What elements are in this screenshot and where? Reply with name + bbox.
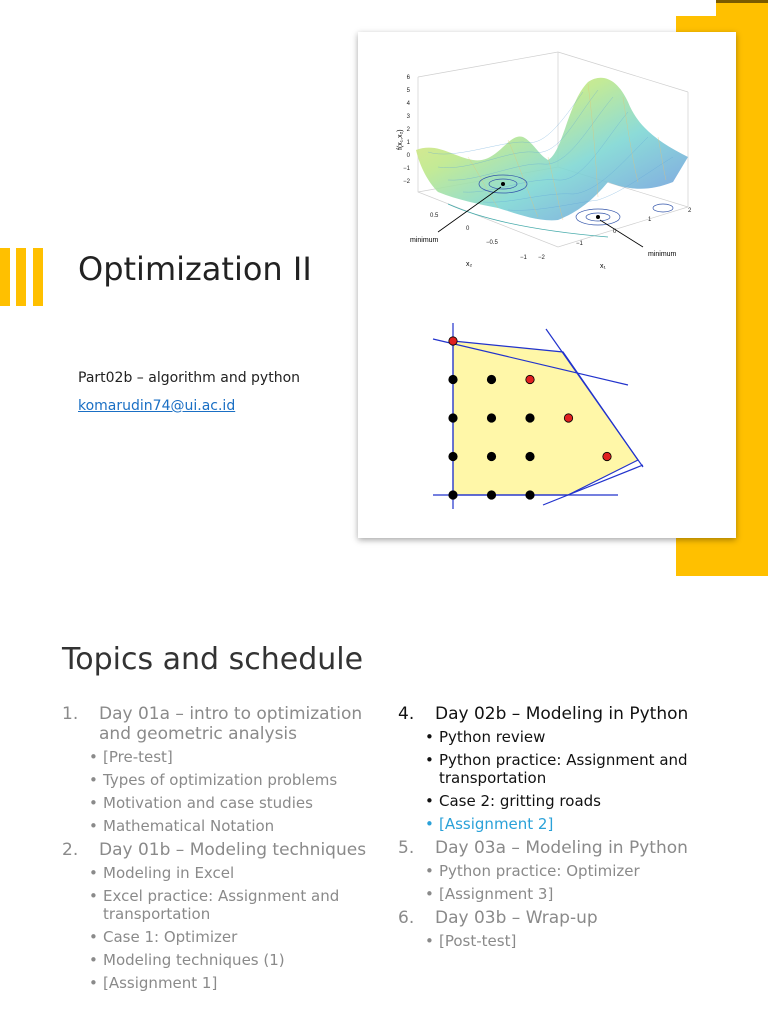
schedule-subitem: [89, 748, 382, 766]
minimum-label-left: minimum: [410, 237, 439, 244]
z-tick: 6: [406, 75, 410, 81]
item-number: 4.: [398, 704, 415, 724]
schedule-item: [398, 704, 748, 724]
topics-slide: [0, 600, 768, 1024]
schedule-subitem: [89, 771, 382, 789]
lattice-point: [487, 375, 495, 383]
x2-tick: −0.5: [486, 240, 498, 246]
schedule-item: [398, 838, 748, 858]
x2-tick: −1: [520, 255, 527, 261]
x1-tick: −2: [538, 255, 545, 261]
subitem-label: [Assignment 1]: [103, 974, 218, 992]
z-tick: 4: [406, 101, 410, 107]
x2-tick: 0.5: [430, 213, 439, 219]
slide-title: Optimization II: [78, 250, 312, 288]
lattice-point: [526, 491, 534, 499]
item-number: 1.: [62, 704, 79, 724]
accent-notch: [676, 0, 716, 16]
subitem-label: Types of optimization problems: [103, 771, 338, 789]
z-tick: −2: [403, 179, 410, 185]
schedule-column-left: [62, 704, 382, 997]
schedule-subitem: [425, 932, 748, 950]
schedule-subitem: [89, 817, 382, 835]
item-number: 5.: [398, 838, 415, 858]
schedule-subitem: [89, 951, 382, 969]
schedule-subitem: [425, 885, 748, 903]
z-tick: −1: [403, 166, 410, 172]
schedule-subitem: [425, 751, 748, 787]
x2-axis-label: x₂: [466, 261, 473, 268]
lattice-point: [487, 452, 495, 460]
z-tick: 0: [406, 153, 410, 159]
z-tick: 3: [406, 114, 410, 120]
subitem-label: [Post-test]: [439, 932, 517, 950]
item-number: 2.: [62, 840, 79, 860]
lattice-point-highlight: [449, 337, 457, 345]
schedule-subitem: [89, 864, 382, 882]
x1-axis-label: x₁: [600, 263, 606, 270]
feasible-region: [453, 341, 638, 495]
schedule-subitem: [425, 792, 748, 810]
subitem-label: Excel practice: Assignment and transportation: [103, 887, 340, 923]
subitem-label: Case 1: Optimizer: [103, 928, 238, 946]
subitem-label: Modeling techniques (1): [103, 951, 285, 969]
feasible-region-plot: [358, 317, 736, 537]
bullet-icon: •: [425, 728, 434, 746]
bullet-icon: •: [89, 794, 98, 812]
bullet-icon: •: [425, 885, 434, 903]
bullet-icon: •: [89, 974, 98, 992]
bullet-icon: •: [89, 928, 98, 946]
minimum-label-right: minimum: [648, 251, 677, 258]
lattice-point-highlight: [564, 414, 572, 422]
subtitle: Part02b – algorithm and python: [78, 370, 301, 386]
lattice-point-highlight: [603, 452, 611, 460]
x2-tick: 0: [466, 226, 470, 232]
item-label: Day 03b – Wrap-up: [435, 908, 598, 928]
slide-title: Topics and schedule: [62, 642, 364, 677]
subitem-label: Mathematical Notation: [103, 817, 275, 835]
lattice-point: [526, 452, 534, 460]
x1-tick: 2: [688, 208, 692, 214]
bullet-icon: •: [89, 817, 98, 835]
z-tick: 1: [406, 140, 410, 146]
bullet-icon: •: [89, 748, 98, 766]
subitem-label: Modeling in Excel: [103, 864, 235, 882]
figure-card: [358, 32, 736, 538]
schedule-item: [62, 840, 382, 860]
email-link[interactable]: komarudin74@ui.ac.id: [78, 398, 236, 414]
lattice-point: [487, 414, 495, 422]
bullet-icon: •: [89, 951, 98, 969]
schedule-column-right: [398, 704, 748, 955]
z-axis-label: f(x₁,x₂): [397, 129, 404, 150]
bullet-icon: •: [425, 815, 434, 833]
schedule-item: [398, 908, 748, 928]
lattice-point: [449, 452, 457, 460]
item-label: Day 01a – intro to optimization and geometric analysis: [99, 704, 363, 744]
schedule-subitem: [89, 928, 382, 946]
item-label: Day 03a – Modeling in Python: [435, 838, 688, 858]
lattice-point-highlight: [526, 375, 534, 383]
bullet-icon: •: [425, 792, 434, 810]
lattice-point: [487, 491, 495, 499]
lattice-point: [449, 491, 457, 499]
subitem-label: Case 2: gritting roads: [439, 792, 601, 810]
schedule-subitem: [425, 862, 748, 880]
bullet-icon: •: [89, 864, 98, 882]
x1-tick: 1: [648, 217, 652, 223]
schedule-subitem: [89, 794, 382, 812]
z-tick: 5: [406, 88, 410, 94]
bullet-icon: •: [89, 887, 98, 905]
subitem-label: [Assignment 2]: [439, 815, 554, 833]
lattice-point: [449, 414, 457, 422]
bullet-icon: •: [425, 751, 434, 769]
z-tick: 2: [406, 127, 410, 133]
item-label: Day 01b – Modeling techniques: [99, 840, 367, 860]
surface-plot: [358, 32, 736, 282]
subitem-label: Motivation and case studies: [103, 794, 313, 812]
accent-line: [716, 0, 768, 3]
x1-tick: 0: [613, 229, 617, 235]
schedule-item: [62, 704, 382, 744]
bullet-icon: •: [425, 862, 434, 880]
item-label: Day 02b – Modeling in Python: [435, 704, 689, 724]
schedule-subitem: [89, 887, 382, 923]
schedule-subitem: [425, 815, 748, 833]
schedule-subitem: [425, 728, 748, 746]
subitem-label: [Pre-test]: [103, 748, 173, 766]
item-number: 6.: [398, 908, 415, 928]
subitem-label: Python review: [439, 728, 546, 746]
lattice-point: [449, 375, 457, 383]
lattice-point: [526, 414, 534, 422]
bullet-icon: •: [89, 771, 98, 789]
slide-gap: [0, 576, 768, 600]
bullet-icon: •: [425, 932, 434, 950]
subitem-label: [Assignment 3]: [439, 885, 554, 903]
subitem-label: Python practice: Optimizer: [439, 862, 640, 880]
x1-tick: −1: [576, 241, 583, 247]
subitem-label: Python practice: Assignment and transportation: [439, 751, 688, 787]
schedule-subitem: [89, 974, 382, 992]
